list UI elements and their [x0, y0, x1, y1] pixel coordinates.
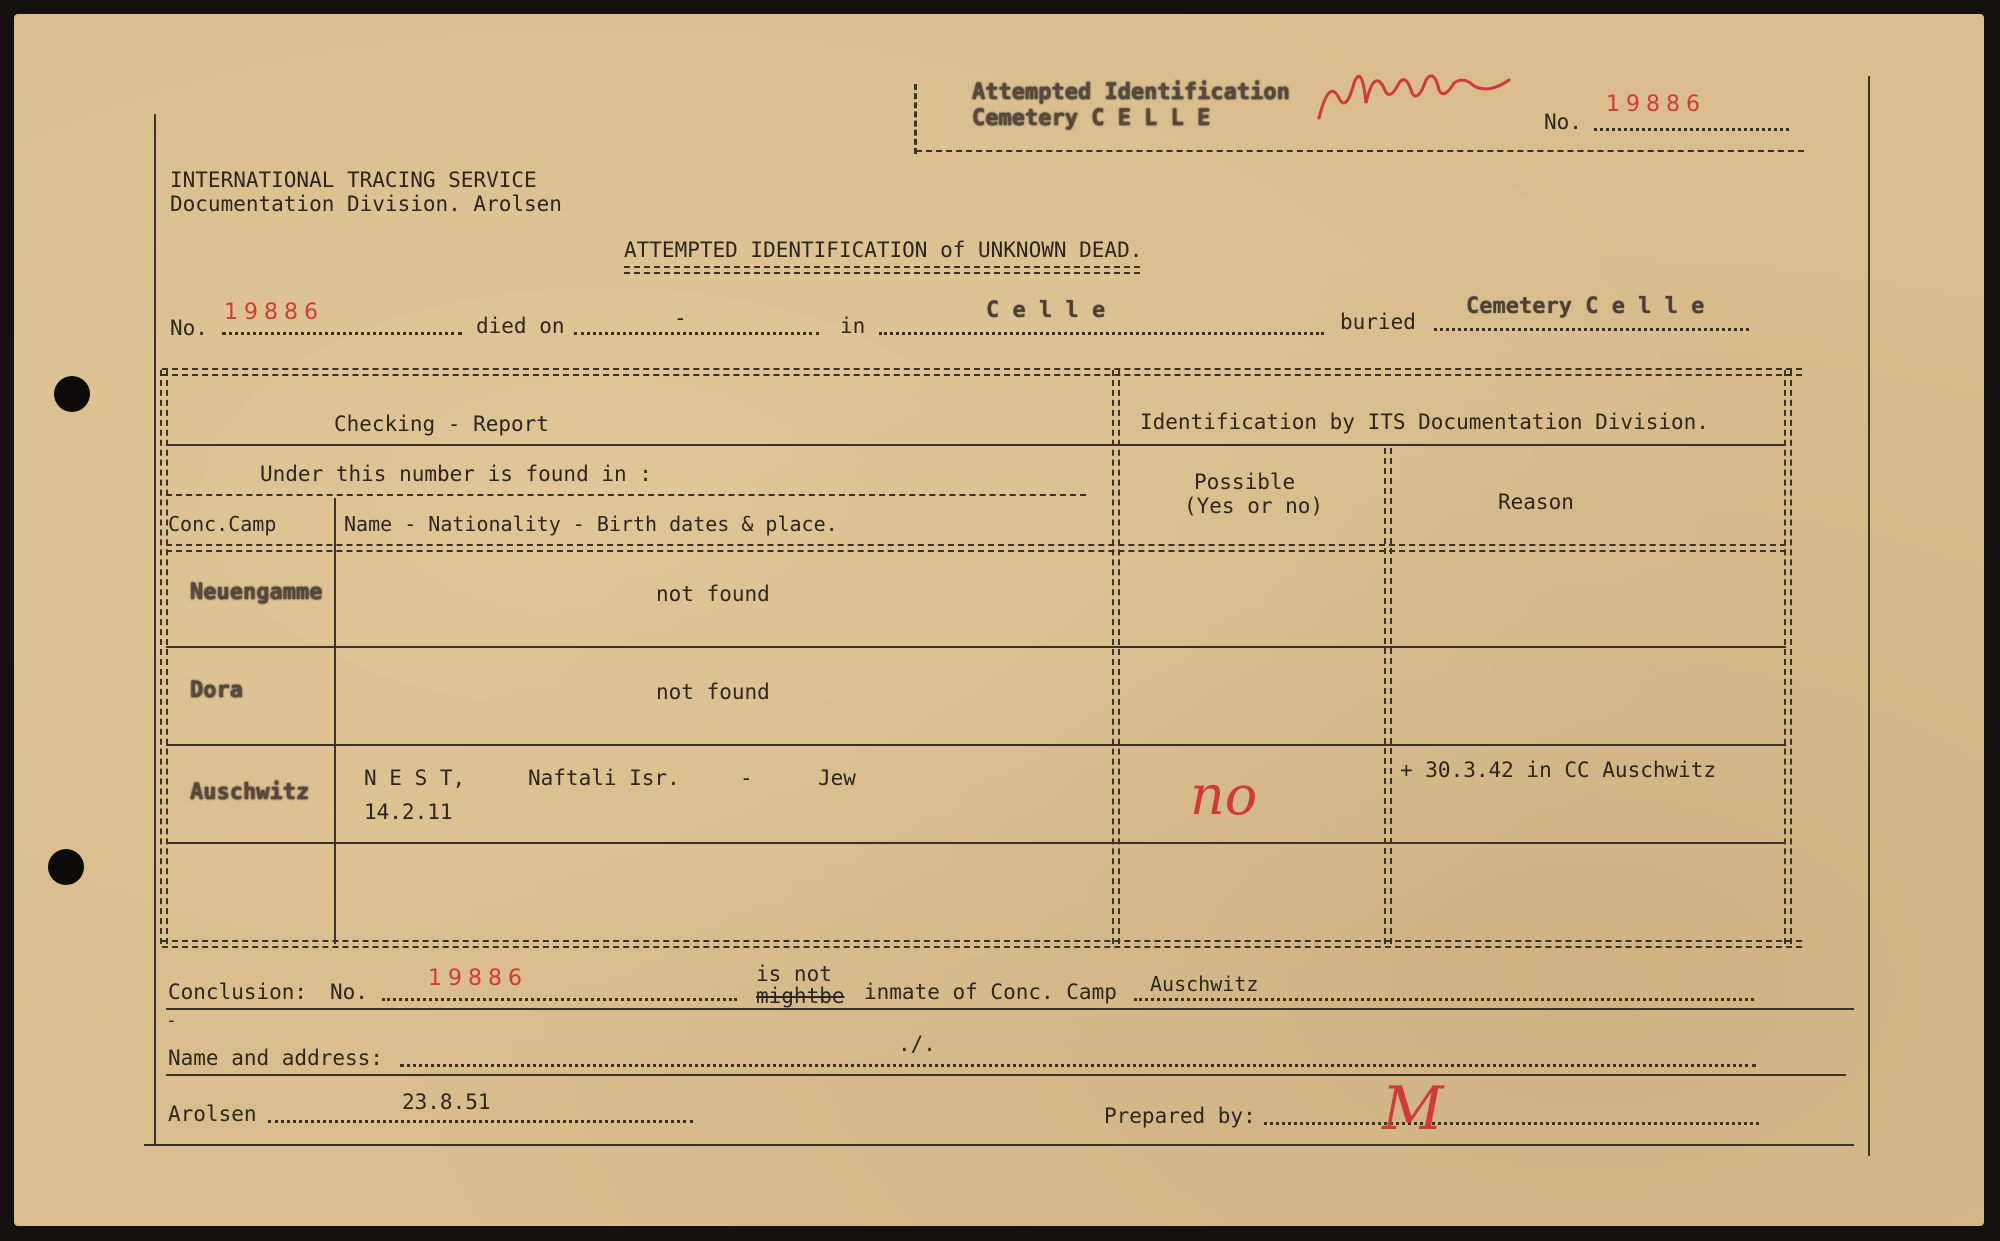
- record-buried-dots: [1434, 328, 1749, 331]
- table-line-row-1: [166, 646, 1786, 648]
- conclusion-no-value: 19886: [428, 966, 528, 991]
- header-no-value: 19886: [1606, 92, 1706, 117]
- table-divider-main: [1112, 370, 1120, 944]
- document-card: [14, 14, 1984, 1226]
- record-no-label: No.: [170, 316, 208, 340]
- column-header-reason: Reason: [1498, 490, 1574, 514]
- conclusion-underline: [166, 1008, 1854, 1010]
- card-border-left: [154, 114, 156, 1144]
- row-3-possible: no: [1190, 764, 1258, 827]
- row-3-birth-date: 14.2.11: [364, 800, 453, 824]
- column-header-yes-or-no: (Yes or no): [1184, 494, 1324, 518]
- header-no-dots: [1594, 128, 1789, 131]
- checking-report-heading: Checking - Report: [334, 412, 549, 436]
- table-line-row-3: [166, 842, 1786, 844]
- prepared-by-label: Prepared by:: [1104, 1104, 1256, 1128]
- row-2-name: not found: [656, 680, 770, 704]
- header-box-left-border: [914, 84, 917, 154]
- table-line-under-columns: [166, 544, 1786, 552]
- table-top-border: [162, 368, 1802, 376]
- record-in-value: C e l l e: [986, 298, 1106, 323]
- name-address-value: ./.: [898, 1032, 936, 1056]
- org-line-1: INTERNATIONAL TRACING SERVICE: [170, 168, 537, 192]
- punch-hole-bottom: [48, 849, 84, 885]
- identification-heading: Identification by ITS Documentation Division.: [1140, 410, 1709, 434]
- name-address-label: Name and address:: [168, 1046, 383, 1070]
- record-buried-label: buried: [1340, 310, 1416, 334]
- record-no-value: 19886: [224, 300, 324, 325]
- record-died-value: -: [674, 306, 687, 330]
- header-box-bottom-border: [916, 150, 1804, 152]
- conclusion-is-not: is not: [756, 962, 832, 986]
- table-bottom-border: [162, 940, 1802, 948]
- record-buried-value: Cemetery C e l l e: [1466, 294, 1705, 319]
- conclusion-left-dash: -: [166, 1010, 177, 1031]
- row-1-camp: Neuengamme: [190, 580, 323, 605]
- table-divider-camp: [334, 498, 336, 944]
- row-1-name: not found: [656, 582, 770, 606]
- conclusion-no-dots: [382, 998, 737, 1001]
- footer-date: 23.8.51: [402, 1090, 491, 1114]
- record-died-dots: [574, 332, 819, 335]
- punch-hole-top: [54, 376, 90, 412]
- prepared-by-dots: [1264, 1122, 1759, 1125]
- table-line-row-2: [166, 744, 1786, 746]
- row-3-given-name: Naftali Isr.: [528, 766, 680, 790]
- row-3-surname: N E S T,: [364, 766, 466, 790]
- conclusion-inmate-text: inmate of Conc. Camp: [864, 980, 1117, 1004]
- prepared-by-initial: M: [1382, 1074, 1444, 1144]
- found-in-label: Under this number is found in :: [260, 462, 652, 486]
- card-border-right: [1868, 76, 1870, 1156]
- record-in-label: in: [840, 314, 866, 338]
- footer-place: Arolsen: [168, 1102, 257, 1126]
- row-2-camp: Dora: [190, 678, 243, 703]
- header-cemetery: Cemetery C E L L E: [972, 106, 1211, 131]
- conclusion-might-be: mightbe: [756, 984, 845, 1008]
- conclusion-no-label: No.: [330, 980, 368, 1004]
- row-3-nationality: Jew: [818, 766, 856, 790]
- column-header-possible: Possible: [1194, 470, 1296, 494]
- row-3-name-dash: -: [740, 766, 753, 790]
- conclusion-camp-dots: [1134, 998, 1754, 1001]
- record-died-label: died on: [476, 314, 565, 338]
- card-border-bottom: [144, 1144, 1854, 1146]
- table-line-found-in: [166, 494, 1086, 496]
- record-in-dots: [879, 332, 1324, 335]
- table-divider-reason: [1384, 448, 1392, 944]
- table-left-border: [160, 370, 168, 944]
- name-address-underline: [166, 1074, 1846, 1076]
- conclusion-label: Conclusion:: [168, 980, 308, 1004]
- table-right-border: [1784, 370, 1792, 944]
- title-double-underline: [624, 266, 1140, 274]
- org-line-2: Documentation Division. Arolsen: [170, 192, 562, 216]
- footer-date-dots: [268, 1120, 693, 1123]
- table-line-under-header: [166, 444, 1786, 446]
- handwritten-name-mark: [1314, 58, 1534, 138]
- conclusion-camp: Auschwitz: [1150, 972, 1259, 996]
- name-address-dots: [400, 1064, 1756, 1067]
- column-header-camp: Conc.Camp: [168, 512, 277, 536]
- row-3-reason: + 30.3.42 in CC Auschwitz: [1400, 758, 1717, 782]
- header-attempted-identification: Attempted Identification: [972, 80, 1290, 105]
- record-no-dots: [222, 332, 462, 335]
- column-header-name: Name - Nationality - Birth dates & place.: [344, 512, 838, 536]
- page-title: ATTEMPTED IDENTIFICATION of UNKNOWN DEAD.: [624, 238, 1143, 262]
- row-3-camp: Auschwitz: [190, 780, 310, 805]
- header-no-label: No.: [1544, 110, 1582, 134]
